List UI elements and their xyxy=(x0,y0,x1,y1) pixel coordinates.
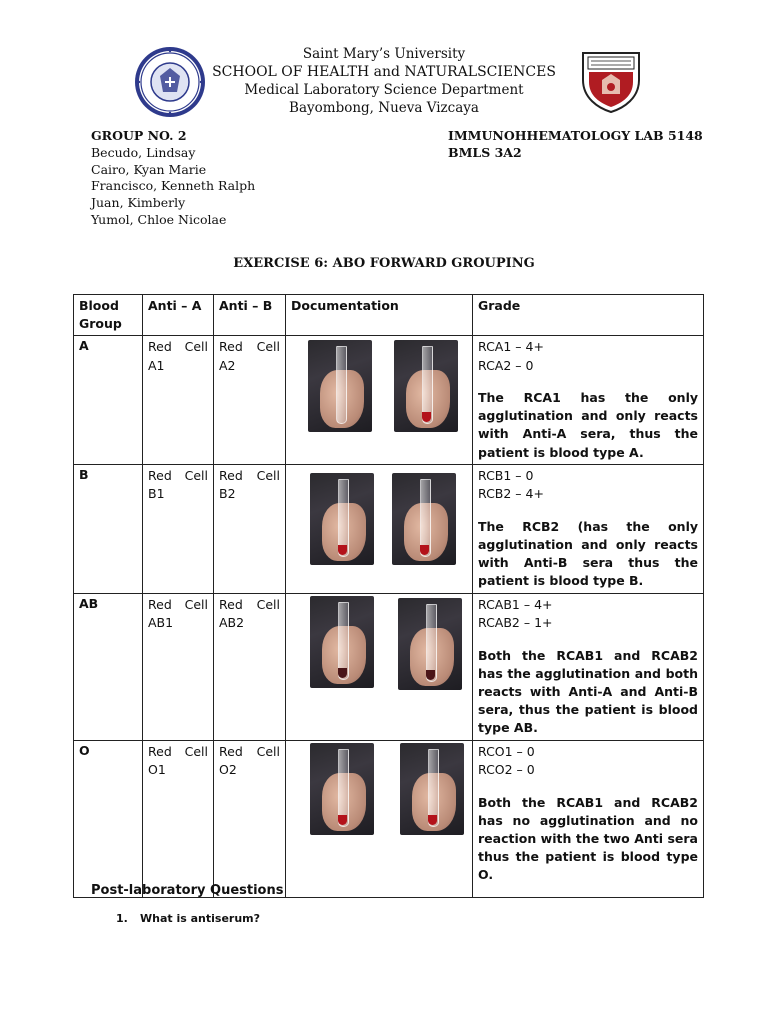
table-row xyxy=(74,740,704,897)
anti-a-cell: Red Cell B1 xyxy=(143,464,214,593)
table-header-row xyxy=(74,295,704,336)
documentation-cell xyxy=(286,464,473,593)
grade-description: The RCB2 (has the only agglutination and only reacts with Anti-B sera thus the patient is blood type B. xyxy=(478,518,698,589)
group-member: Juan, Kimberly xyxy=(91,195,186,211)
grade-description: Both the RCAB1 and RCAB2 has the agglutination and both reacts with Anti-A and Anti-B sera, thus the patient is blood type AB. xyxy=(478,647,698,736)
grade-result: RCB1 – 0 xyxy=(478,467,534,483)
test-tube-photo xyxy=(394,340,458,432)
university-name: Saint Mary’s University xyxy=(302,46,466,62)
grade-cell xyxy=(473,464,704,593)
anti-b-cell: Red Cell AB2 xyxy=(214,593,286,740)
anti-b-cell: Red Cell O2 xyxy=(214,740,286,897)
test-tube-photo xyxy=(392,473,456,565)
exercise-title: EXERCISE 6: ABO FORWARD GROUPING xyxy=(233,256,535,271)
grade-result: RCO2 – 0 xyxy=(478,762,535,778)
group-member: Francisco, Kenneth Ralph xyxy=(91,178,256,194)
school-name: SCHOOL OF HEALTH and NATURALSCIENCES xyxy=(212,64,556,80)
anti-b-cell: Red Cell B2 xyxy=(214,464,286,593)
group-member: Cairo, Kyan Marie xyxy=(91,161,207,177)
grade-result: RCAB2 – 1+ xyxy=(478,615,553,631)
question-text: What is antiserum? xyxy=(140,912,261,925)
documentation-cell xyxy=(286,740,473,897)
grade-result: RCA2 – 0 xyxy=(478,357,534,373)
header-anti-b: Anti – B xyxy=(214,295,286,336)
group-title: GROUP NO. 2 xyxy=(91,128,187,143)
grade-cell xyxy=(473,593,704,740)
anti-a-cell: Red Cell AB1 xyxy=(143,593,214,740)
anti-a-cell: Red Cell A1 xyxy=(143,336,214,465)
grade-description: Both the RCAB1 and RCAB2 has no agglutination and no reaction with the two Anti sera thus the patient is blood type O. xyxy=(478,794,698,883)
course-code: IMMUNOHHEMATOLOGY LAB 5148 xyxy=(448,128,703,143)
documentation-cell xyxy=(286,593,473,740)
department-name: Medical Laboratory Science Department xyxy=(244,82,524,98)
group-member: Becudo, Lindsay xyxy=(91,144,196,160)
test-tube-photo xyxy=(310,596,374,688)
test-tube-photo xyxy=(400,743,464,835)
document-header xyxy=(0,45,768,117)
location: Bayombong, Nueva Vizcaya xyxy=(289,100,479,116)
blood-group-cell: O xyxy=(74,740,143,897)
question-number: 1. xyxy=(116,912,128,925)
blood-group-cell: AB xyxy=(74,593,143,740)
post-lab-title: Post-laboratory Questions xyxy=(91,883,284,898)
blood-group-cell: A xyxy=(74,336,143,465)
table-row xyxy=(74,336,704,465)
question-1 xyxy=(116,912,260,925)
header-grade: Grade xyxy=(473,295,704,336)
anti-b-cell: Red Cell A2 xyxy=(214,336,286,465)
grade-result: RCB2 – 4+ xyxy=(478,486,544,502)
test-tube-photo xyxy=(310,743,374,835)
grade-cell xyxy=(473,336,704,465)
group-block xyxy=(91,128,255,229)
group-member: Yumol, Chloe Nicolae xyxy=(91,211,227,227)
grade-result: RCAB1 – 4+ xyxy=(478,596,553,612)
test-tube-photo xyxy=(308,340,372,432)
course-block xyxy=(448,128,703,162)
table-row xyxy=(74,593,704,740)
test-tube-photo xyxy=(398,598,462,690)
results-table xyxy=(73,294,704,898)
table-row xyxy=(74,464,704,593)
header-documentation: Documentation xyxy=(286,295,473,336)
blood-group-cell: B xyxy=(74,464,143,593)
test-tube-photo xyxy=(310,473,374,565)
documentation-cell xyxy=(286,336,473,465)
header-blood-group: Blood Group xyxy=(74,295,143,336)
anti-a-cell: Red Cell O1 xyxy=(143,740,214,897)
grade-result: RCO1 – 0 xyxy=(478,743,535,759)
course-section: BMLS 3A2 xyxy=(448,144,522,160)
header-anti-a: Anti – A xyxy=(143,295,214,336)
grade-cell xyxy=(473,740,704,897)
grade-description: The RCA1 has the only agglutination and only reacts with Anti-A sera, thus the patient is blood type A. xyxy=(478,390,698,460)
grade-result: RCA1 – 4+ xyxy=(478,339,544,354)
